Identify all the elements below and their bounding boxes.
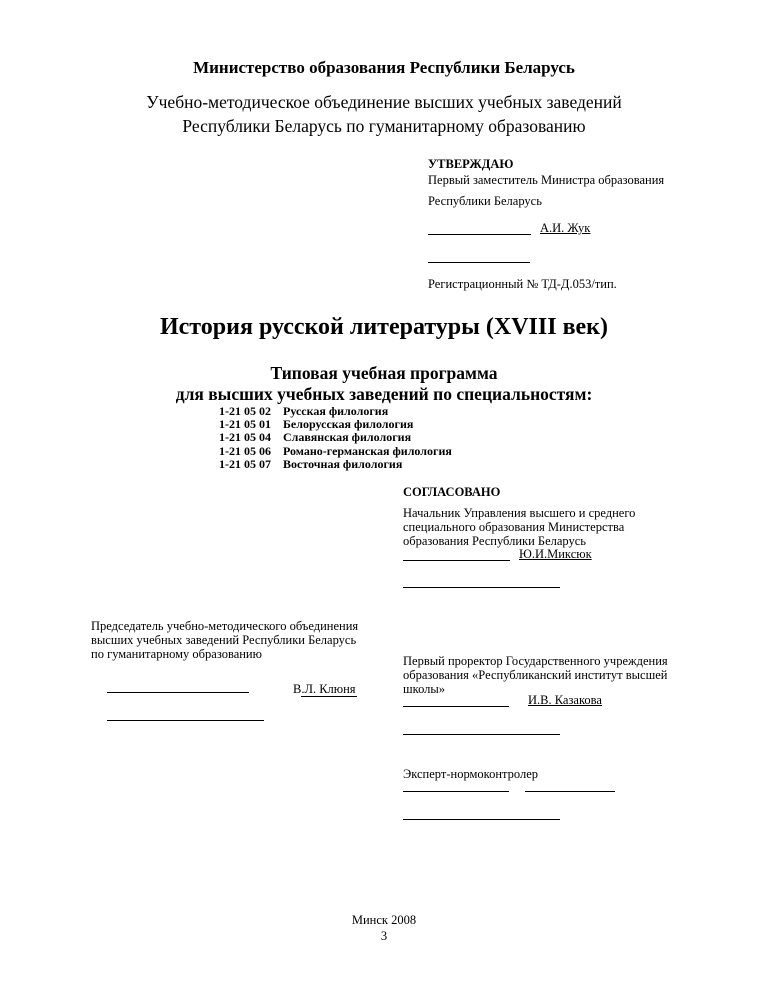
- approval-signer: А.И. Жук: [540, 221, 591, 235]
- agreed-block-2-signature-line: [403, 706, 509, 707]
- expert-name-line: [525, 791, 615, 792]
- specialty-code: 1-21 05 01: [219, 417, 271, 431]
- specialty-item: [219, 457, 402, 472]
- specialty-name: Славянская филология: [283, 430, 412, 444]
- ministry-heading: Министерство образования Республики Беларусь: [193, 58, 575, 77]
- specialty-code: 1-21 05 06: [219, 444, 271, 458]
- program-title: История русской литературы (XVIII век): [159, 314, 609, 340]
- chairman-line-1: Председатель учебно-методического объединения: [91, 619, 359, 633]
- program-subtitle-2: для высших учебных заведений по специальностям:: [175, 384, 593, 404]
- agreed-block-2-line-2: образования «Республиканский институт высшей: [403, 668, 668, 682]
- specialty-code: 1-21 05 02: [219, 404, 271, 418]
- expert-title: Эксперт-нормоконтролер: [403, 767, 539, 781]
- umo-line-1: Учебно-методическое объединение высших учебных заведений: [146, 92, 622, 112]
- agreed-block-2-signer: И.В. Казакова: [528, 693, 602, 707]
- chairman-signer: В.Л. Клюня: [293, 682, 356, 696]
- expert-signature-line: [403, 791, 509, 792]
- chairman-signer-underline: [301, 696, 357, 697]
- agreed-block-1-line-1: Начальник Управления высшего и среднего: [403, 506, 636, 520]
- registration-number: Регистрационный № ТД-Д.053/тип.: [428, 277, 617, 291]
- chairman-date-line: [107, 720, 264, 721]
- approval-date-line: [428, 262, 530, 263]
- agreed-block-1-date-line: [403, 587, 560, 588]
- specialty-name: Романо-германская филология: [283, 444, 452, 458]
- city-year: Минск 2008: [351, 913, 417, 927]
- page-number: 3: [380, 929, 388, 943]
- agreed-block-2-line-1: Первый проректор Государственного учреждения: [403, 654, 668, 668]
- approval-position-line-1: Первый заместитель Министра образования: [428, 173, 665, 187]
- agreed-block-1-signer: Ю.И.Миксюк: [519, 547, 592, 561]
- expert-date-line: [403, 819, 560, 820]
- agreed-block-1-line-3: образования Республики Беларусь: [403, 534, 586, 548]
- chairman-line-3: по гуманитарному образованию: [91, 647, 262, 661]
- agreed-block-1-signature-line: [403, 560, 510, 561]
- specialty-code: 1-21 05 04: [219, 430, 271, 444]
- agreed-block-2-line-3: школы»: [403, 682, 446, 696]
- agreed-block-1-line-2: специального образования Министерства: [403, 520, 625, 534]
- approval-position-line-2: Республики Беларусь: [428, 194, 542, 208]
- specialty-name: Белорусская филология: [283, 417, 414, 431]
- agreed-heading: СОГЛАСОВАНО: [403, 485, 501, 499]
- program-subtitle-1: Типовая учебная программа: [270, 363, 498, 383]
- specialty-code: 1-21 05 07: [219, 457, 271, 471]
- umo-line-2: Республики Беларусь по гуманитарному образованию: [182, 116, 586, 136]
- approval-heading: УТВЕРЖДАЮ: [428, 157, 514, 171]
- chairman-line-2: высших учебных заведений Республики Беларусь: [91, 633, 357, 647]
- specialty-name: Восточная филология: [283, 457, 403, 471]
- chairman-signature-line: [107, 692, 249, 693]
- specialty-item: [219, 430, 411, 445]
- specialty-name: Русская филология: [283, 404, 389, 418]
- agreed-block-2-date-line: [403, 734, 560, 735]
- approval-signature-line: [428, 234, 531, 235]
